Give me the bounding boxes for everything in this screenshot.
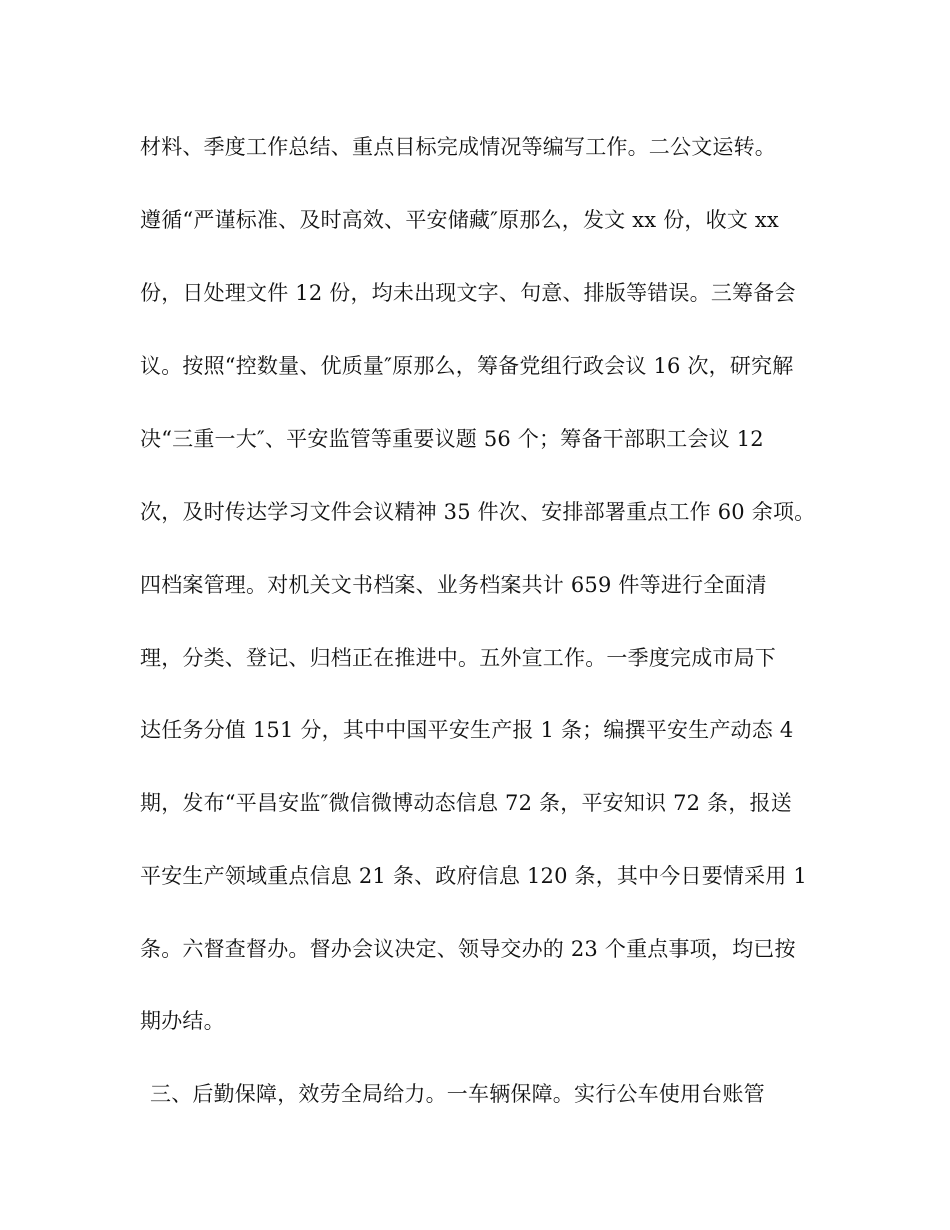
- text-line: 决“三重一大″、平安监管等重要议题 56 个；筹备干部职工会议 12: [140, 427, 764, 451]
- text-line: 份，日处理文件 12 份，均未出现文字、句意、排版等错误。三筹备会: [140, 281, 796, 305]
- text-line: 条。六督查督办。督办会议决定、领导交办的 23 个重点事项，均已按: [140, 937, 796, 961]
- text-line: 四档案管理。对机关文书档案、业务档案共计 659 件等进行全面清: [140, 573, 767, 597]
- text-line: 平安生产领域重点信息 21 条、政府信息 120 条，其中今日要情采用 1: [140, 864, 807, 888]
- section-heading-line: 三、后勤保障，效劳全局给力。一车辆保障。实行公车使用台账管: [150, 1082, 765, 1106]
- text-line: 达任务分值 151 分，其中中国平安生产报 1 条；编撰平安生产动态 4: [140, 718, 794, 742]
- text-line: 期，发布“平昌安监″微信微博动态信息 72 条，平安知识 72 条，报送: [140, 791, 792, 815]
- text-line: 理，分类、登记、归档正在推进中。五外宣工作。一季度完成市局下: [140, 646, 776, 670]
- text-line: 议。按照“控数量、优质量″原那么，筹备党组行政会议 16 次，研究解: [140, 354, 794, 378]
- text-line: 次，及时传达学习文件会议精神 35 件次、安排部署重点工作 60 余项。: [140, 500, 816, 524]
- text-line: 材料、季度工作总结、重点目标完成情况等编写工作。二公文运转。: [140, 135, 776, 159]
- text-line: 遵循“严谨标准、及时高效、平安储藏″原那么，发文 xx 份，收文 xx: [140, 208, 779, 232]
- text-line: 期办结。: [140, 1009, 225, 1033]
